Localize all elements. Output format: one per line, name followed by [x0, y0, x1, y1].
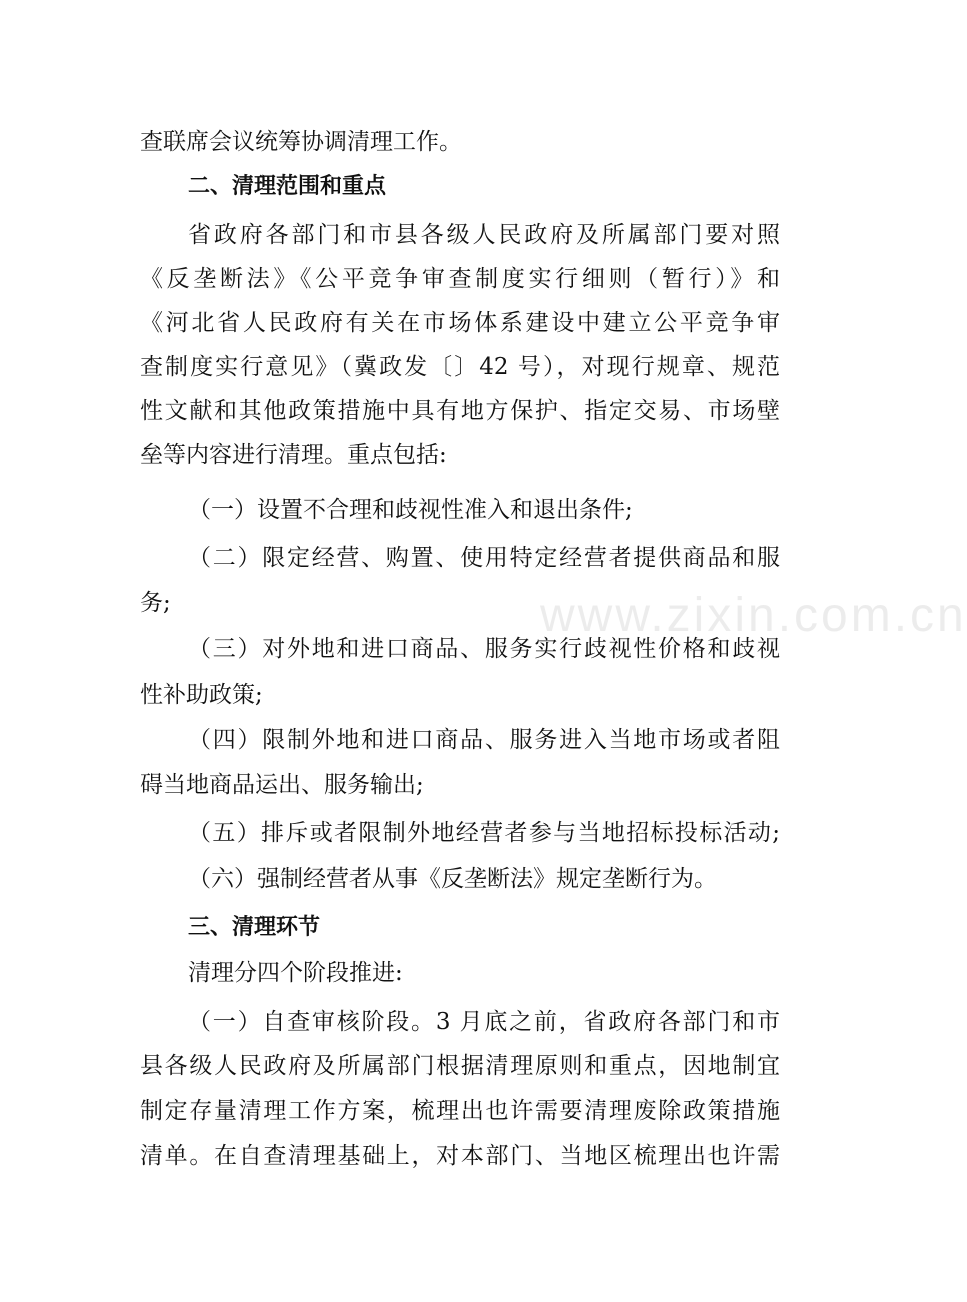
text-line: 垒等内容进行清理。重点包括: — [140, 442, 447, 468]
text-line: 查制度实行意见》（冀政发〔〕42 号），对现行规章、规范 — [140, 354, 780, 380]
text-line: 《反垄断法》《公平竞争审查制度实行细则（暂行）》和 — [140, 266, 780, 292]
list-item: （一）自查审核阶段。3 月底之前，省政府各部门和市 — [188, 1009, 780, 1035]
section-heading: 二、清理范围和重点 — [188, 174, 387, 199]
list-item: （三）对外地和进口商品、服务实行歧视性价格和歧视 — [188, 636, 780, 662]
list-item: （一）设置不合理和歧视性准入和退出条件; — [188, 497, 633, 523]
list-item: （六）强制经营者从事《反垄断法》规定垄断行为。 — [188, 866, 717, 892]
watermark: www.zixin.com.cn — [540, 589, 967, 642]
text-line: 务; — [140, 590, 171, 616]
text-line: 《河北省人民政府有关在市场体系建设中建立公平竞争审 — [140, 310, 780, 336]
text-line: 清理分四个阶段推进: — [188, 960, 403, 986]
text-line: 性文献和其他政策措施中具有地方保护、指定交易、市场壁 — [140, 398, 780, 424]
text-line: 省政府各部门和市县各级人民政府及所属部门要对照 — [188, 222, 780, 248]
text-line: 碍当地商品运出、服务输出; — [140, 772, 424, 798]
text-line: 清单。在自查清理基础上，对本部门、当地区梳理出也许需 — [140, 1143, 780, 1169]
text-line: 县各级人民政府及所属部门根据清理原则和重点，因地制宜 — [140, 1053, 780, 1079]
list-item: （五）排斥或者限制外地经营者参与当地招标投标活动; — [188, 820, 780, 846]
list-item: （二）限定经营、购置、使用特定经营者提供商品和服 — [188, 545, 780, 571]
text-line: 性补助政策; — [140, 682, 263, 708]
text-line: 制定存量清理工作方案，梳理出也许需要清理废除政策措施 — [140, 1098, 780, 1124]
section-heading: 三、清理环节 — [188, 915, 321, 940]
list-item: （四）限制外地和进口商品、服务进入当地市场或者阻 — [188, 727, 780, 753]
text-line: 查联席会议统筹协调清理工作。 — [140, 129, 462, 155]
